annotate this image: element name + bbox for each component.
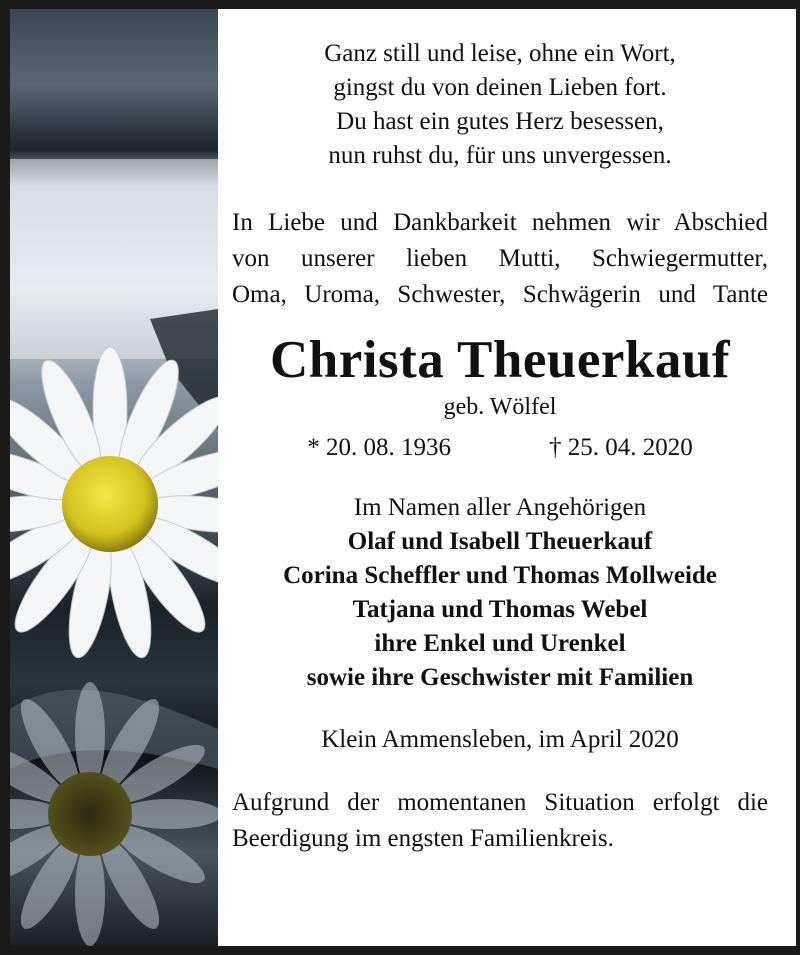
intro-line: In Liebe und Dankbarkeit nehmen wir Abschied xyxy=(232,209,768,236)
poem xyxy=(232,37,768,173)
deceased-name: Christa Theuerkauf xyxy=(269,331,731,389)
mourner-name: Tatjana und Thomas Webel xyxy=(352,596,648,623)
mourner-name: Corina Scheffler und Thomas Mollweide xyxy=(283,562,717,589)
notice-line: Beerdigung im engsten Familienkreis. xyxy=(232,825,614,852)
daisy-flower-icon xyxy=(10,9,218,946)
mourners-list xyxy=(232,525,768,695)
frame-border-bottom xyxy=(0,946,800,955)
mourner-name: ihre Enkel und Urenkel xyxy=(374,630,626,657)
birth-name: geb. Wölfel xyxy=(443,394,557,420)
frame-border-left xyxy=(0,0,10,955)
mourners-intro: Im Namen aller Angehörigen xyxy=(353,494,647,521)
frame-border-top xyxy=(0,0,800,9)
poem-line: gingst du von deinen Lieben fort. xyxy=(333,74,667,101)
poem-line: Ganz still und leise, ohne ein Wort, xyxy=(324,40,676,67)
funeral-notice xyxy=(232,785,768,857)
intro-line: von unserer lieben Mutti, Schwiegermutter, xyxy=(232,245,768,272)
life-dates xyxy=(232,431,768,465)
notice-line: Aufgrund der momentanen Situation erfolgt die xyxy=(232,789,768,816)
mourner-name: Olaf und Isabell Theuerkauf xyxy=(347,528,653,555)
obituary-text xyxy=(232,9,768,857)
frame-border-right xyxy=(796,0,800,955)
death-date: † 25. 04. 2020 xyxy=(549,434,693,461)
birth-date: * 20. 08. 1936 xyxy=(307,434,451,461)
intro-line: Oma, Uroma, Schwester, Schwägerin und Tante xyxy=(232,281,768,308)
daisy-photo xyxy=(10,9,218,946)
farewell-intro xyxy=(232,205,768,313)
place-and-date: Klein Ammensleben, im April 2020 xyxy=(321,726,679,753)
poem-line: Du hast ein gutes Herz besessen, xyxy=(336,108,664,135)
poem-line: nun ruhst du, für uns unvergessen. xyxy=(328,142,672,169)
mourner-name: sowie ihre Geschwister mit Familien xyxy=(306,664,694,691)
